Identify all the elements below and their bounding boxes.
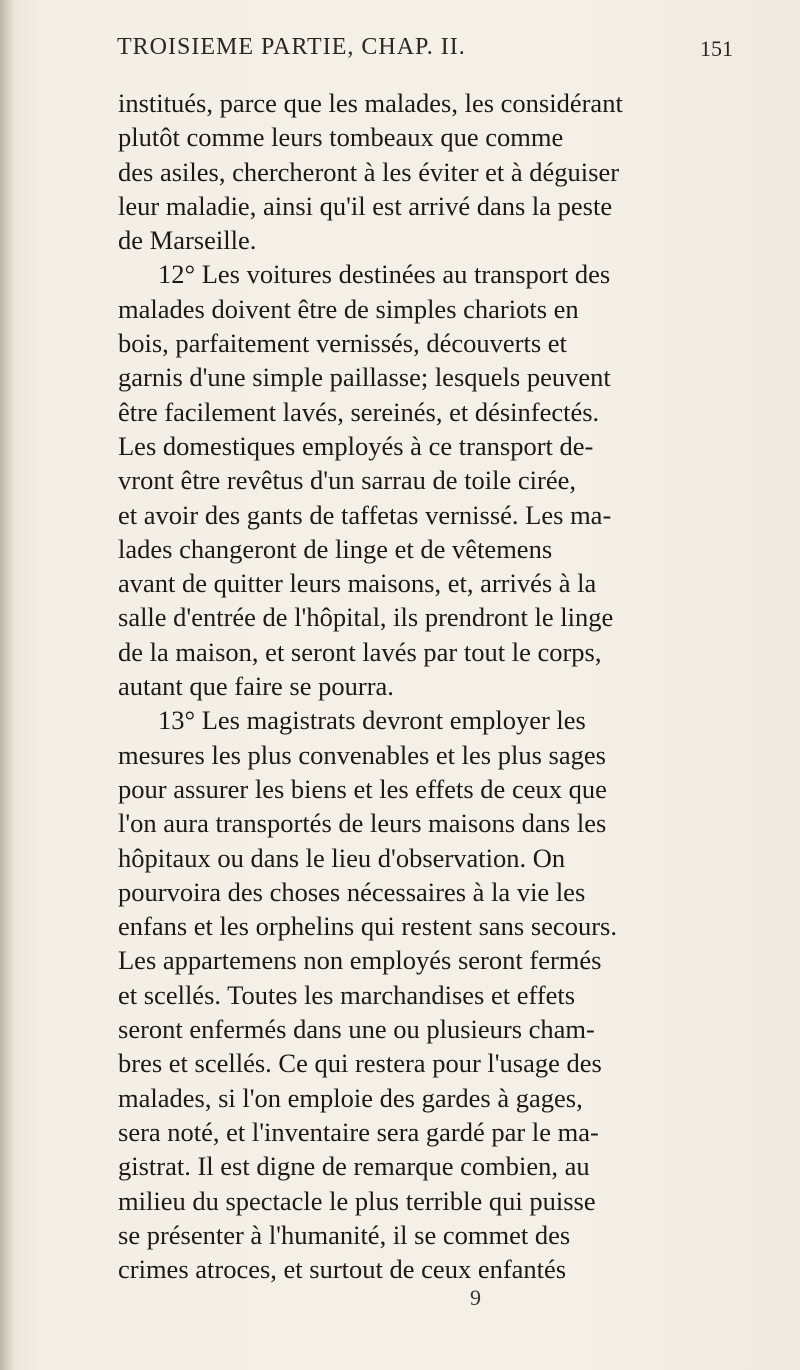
text-line: milieu du spectacle le plus terrible qui puisse [118, 1185, 596, 1216]
text-line: et avoir des gants de taffetas vernissé. Les ma- [118, 499, 612, 530]
text-line: se présenter à l'humanité, il se commet des [118, 1219, 571, 1250]
signature-mark: 9 [470, 1285, 481, 1310]
text-line: autant que faire se pourra. [118, 671, 394, 702]
running-title: TROISIEME PARTIE, CHAP. II. [117, 34, 466, 60]
text-line: bres et scellés. Ce qui restera pour l'usage des [118, 1048, 602, 1079]
text-line: de la maison, et seront lavés par tout le corps, [118, 636, 602, 667]
text-line: crimes atroces, et surtout de ceux enfantés [118, 1254, 567, 1285]
text-line: des asiles, chercheront à les éviter et à déguiser [118, 156, 620, 187]
text-line: malades, si l'on emploie des gardes à gages, [118, 1082, 583, 1113]
text-line: avant de quitter leurs maisons, et, arrivés à la [118, 568, 597, 599]
text-line: vront être revêtus d'un sarrau de toile cirée, [118, 465, 577, 496]
text-line: lades changeront de linge et de vêtemens [118, 533, 553, 564]
text-line: et scellés. Toutes les marchandises et effets [118, 979, 576, 1010]
text-line: garnis d'une simple paillasse; lesquels peuvent [118, 362, 611, 393]
text-line: seront enfermés dans une ou plusieurs cham- [118, 1014, 595, 1045]
text-line: hôpitaux ou dans le lieu d'observation. On [118, 842, 566, 873]
text-line: malades doivent être de simples chariots en [118, 293, 579, 324]
text-line: leur maladie, ainsi qu'il est arrivé dans la peste [118, 190, 613, 221]
running-head [112, 34, 792, 74]
body-text [118, 86, 798, 1286]
text-line: plutôt comme leurs tombeaux que comme [118, 122, 564, 153]
text-line: sera noté, et l'inventaire sera gardé par le ma- [118, 1116, 599, 1147]
text-line: Les appartemens non employés seront fermés [118, 945, 602, 976]
text-line: enfans et les orphelins qui restent sans secours. [118, 911, 617, 942]
text-line: gistrat. Il est digne de remarque combien, au [118, 1151, 590, 1182]
text-line: bois, parfaitement vernissés, découverts et [118, 328, 567, 359]
text-line: être facilement lavés, sereinés, et désinfectés. [118, 396, 600, 427]
text-line: salle d'entrée de l'hôpital, ils prendront le linge [118, 602, 614, 633]
text-line: pourvoira des choses nécessaires à la vie les [118, 876, 586, 907]
text-line: mesures les plus convenables et les plus sages [118, 739, 606, 770]
text-line: de Marseille. [118, 225, 257, 256]
paragraph-12-start: 12° Les voitures destinées au transport des [158, 259, 611, 290]
paragraph-13-start: 13° Les magistrats devront employer les [158, 705, 586, 736]
text-line: Les domestiques employés à ce transport de- [118, 430, 594, 461]
binding-edge [0, 0, 14, 1370]
text-line: pour assurer les biens et les effets de ceux que [118, 773, 607, 804]
text-line: institués, parce que les malades, les considérant [118, 88, 623, 118]
text-line: l'on aura transportés de leurs maisons dans les [118, 808, 607, 839]
page-number: 151 [700, 36, 733, 61]
